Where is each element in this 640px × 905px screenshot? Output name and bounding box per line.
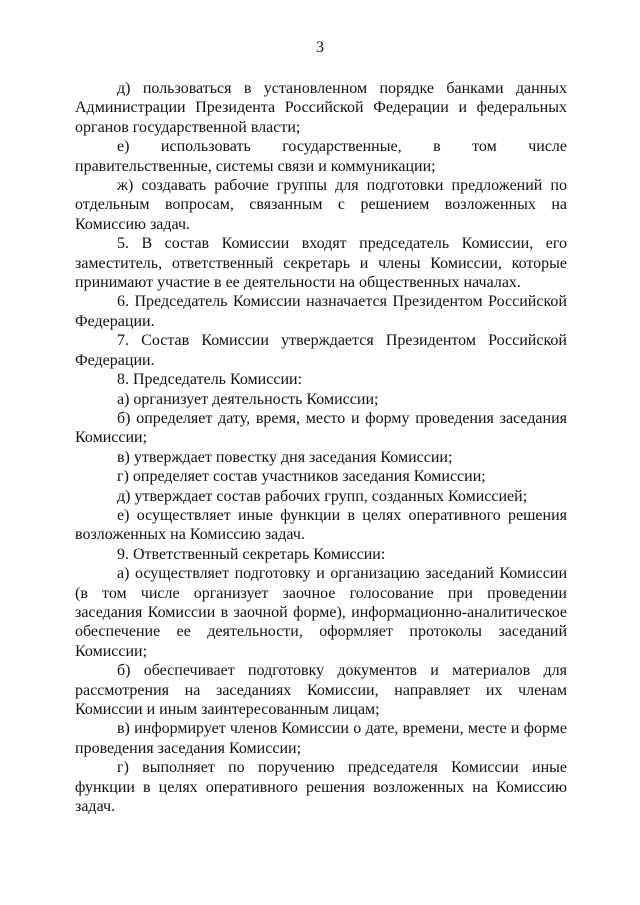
paragraph-8e: е) осуществляет иные функции в целях оперативного решения возложенных на Комиссию задач. bbox=[75, 506, 567, 544]
paragraph-zh-working-groups: ж) создавать рабочие группы для подготовки предложений по отдельным вопросам, связанным с решением возложенных на Комиссию задач. bbox=[75, 177, 567, 233]
paragraph-9-secretary-duties: 9. Ответственный секретарь Комиссии: bbox=[117, 545, 386, 563]
paragraph-9a: а) осуществляет подготовку и организацию заседаний Комиссии (в том числе организует заочное голосование при проведении заседания Комиссии в заочной форме), информационно-аналитическое обеспечение ее деятельности, оформляет протоколы заседаний Комиссии; bbox=[75, 565, 567, 660]
document-body bbox=[75, 79, 567, 816]
paragraph-9v: в) информирует членов Комиссии о дате, времени, месте и форме проведения заседания Комиссии; bbox=[75, 720, 567, 757]
paragraph-8g: г) определяет состав участников заседания Комиссии; bbox=[117, 468, 486, 486]
paragraph-5-composition: 5. В состав Комиссии входят председатель Комиссии, его заместитель, ответственный секретарь и члены Комиссии, которые принимают участие в ее деятельности на общественных началах. bbox=[75, 235, 567, 292]
paragraph-e-communications: е) использовать государственные, в том числе правительственные, системы связи и коммуникации; bbox=[75, 138, 567, 175]
page-number: 3 bbox=[316, 39, 324, 56]
paragraph-6-chairman-appointment: 6. Председатель Комиссии назначается Президентом Российской Федерации. bbox=[75, 293, 567, 330]
paragraph-8-chairman-duties: 8. Председатель Комиссии: bbox=[117, 371, 303, 389]
paragraph-9g: г) выполняет по поручению председателя Комиссии иные функции в целях оперативного решения возложенных на Комиссию задач. bbox=[75, 759, 567, 816]
paragraph-d-databanks: д) пользоваться в установленном порядке банками данных Администрации Президента Российской Федерации и федеральных органов государственной власти; bbox=[75, 80, 567, 136]
paragraph-8d: д) утверждает состав рабочих групп, созданных Комиссией; bbox=[117, 487, 528, 505]
paragraph-8a: а) организует деятельность Комиссии; bbox=[117, 390, 379, 408]
paragraph-8b: б) определяет дату, время, место и форму проведения заседания Комиссии; bbox=[75, 409, 567, 447]
paragraph-8v: в) утверждает повестку дня заседания Комиссии; bbox=[117, 448, 453, 466]
paragraph-9b: б) обеспечивает подготовку документов и материалов для рассмотрения на заседаниях Комиссии, направляет их членам Комиссии и иным заинтересованным лицам; bbox=[75, 662, 567, 718]
paragraph-7-membership-approval: 7. Состав Комиссии утверждается Президентом Российской Федерации. bbox=[75, 332, 567, 369]
